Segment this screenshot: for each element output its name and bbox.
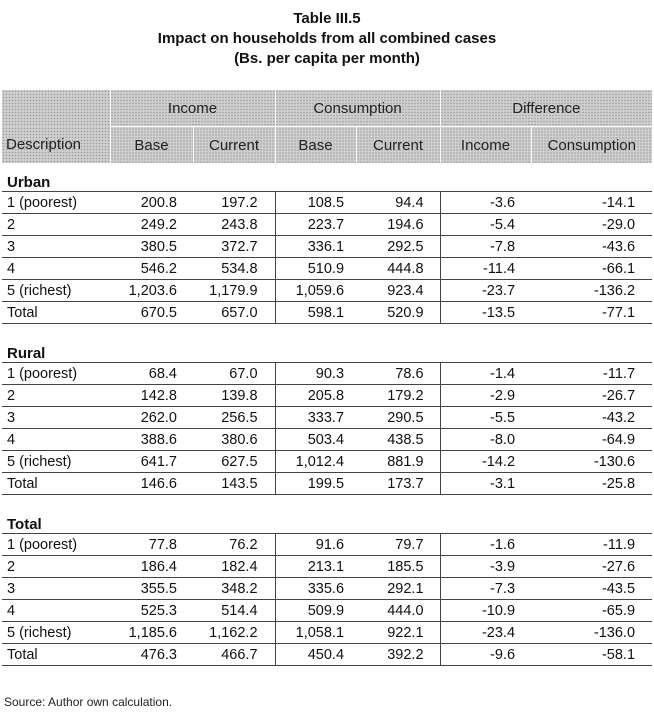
difference-consumption-cell: -77.1 — [531, 302, 652, 324]
difference-income-cell: -5.5 — [440, 407, 531, 429]
table-row — [2, 258, 652, 280]
difference-income-cell: -7.8 — [440, 236, 531, 258]
data-table — [2, 90, 652, 666]
row-label: Total — [2, 473, 110, 495]
spacer-cell — [2, 324, 652, 341]
consumption-base-cell: 333.7 — [275, 407, 356, 429]
consumption-current-cell: 520.9 — [356, 302, 440, 324]
difference-income-cell: -3.6 — [440, 192, 531, 214]
row-label: Total — [2, 302, 110, 324]
difference-consumption-cell: -11.7 — [531, 363, 652, 385]
consumption-base-cell: 510.9 — [275, 258, 356, 280]
difference-income-cell: -2.9 — [440, 385, 531, 407]
income-current-cell: 348.2 — [193, 578, 275, 600]
consumption-current-cell: 78.6 — [356, 363, 440, 385]
income-current-cell: 182.4 — [193, 556, 275, 578]
difference-consumption-cell: -64.9 — [531, 429, 652, 451]
difference-income-cell: -9.6 — [440, 644, 531, 666]
consumption-current-cell: 94.4 — [356, 192, 440, 214]
table-row — [2, 644, 652, 666]
consumption-base-cell: 1,059.6 — [275, 280, 356, 302]
difference-income-cell: -1.6 — [440, 534, 531, 556]
section-label: Total — [2, 511, 652, 534]
row-label: 2 — [2, 214, 110, 236]
row-label: 2 — [2, 556, 110, 578]
difference-income-cell: -3.9 — [440, 556, 531, 578]
table-row — [2, 600, 652, 622]
consumption-current-cell: 292.1 — [356, 578, 440, 600]
table-body — [2, 163, 652, 666]
difference-consumption-cell: -130.6 — [531, 451, 652, 473]
difference-consumption-cell: -27.6 — [531, 556, 652, 578]
row-label: 1 (poorest) — [2, 363, 110, 385]
difference-consumption-cell: -25.8 — [531, 473, 652, 495]
section-label: Urban — [2, 169, 652, 192]
consumption-base-cell: 509.9 — [275, 600, 356, 622]
row-label: 1 (poorest) — [2, 192, 110, 214]
header-blank — [2, 90, 110, 127]
table-row — [2, 302, 652, 324]
income-base-cell: 68.4 — [110, 363, 193, 385]
row-label: 5 (richest) — [2, 280, 110, 302]
difference-income-cell: -7.3 — [440, 578, 531, 600]
income-current-cell: 243.8 — [193, 214, 275, 236]
table-row — [2, 280, 652, 302]
header-difference-consumption: Consumption — [531, 127, 652, 164]
difference-consumption-cell: -14.1 — [531, 192, 652, 214]
difference-income-cell: -1.4 — [440, 363, 531, 385]
income-base-cell: 186.4 — [110, 556, 193, 578]
source-note: Source: Author own calculation. — [4, 695, 173, 709]
income-base-cell: 546.2 — [110, 258, 193, 280]
table-units: (Bs. per capita per month) — [234, 50, 420, 67]
income-base-cell: 200.8 — [110, 192, 193, 214]
difference-consumption-cell: -65.9 — [531, 600, 652, 622]
income-base-cell: 77.8 — [110, 534, 193, 556]
row-label: Total — [2, 644, 110, 666]
difference-income-cell: -13.5 — [440, 302, 531, 324]
header-group-difference: Difference — [440, 90, 652, 127]
difference-income-cell: -3.1 — [440, 473, 531, 495]
table-row — [2, 236, 652, 258]
income-current-cell: 466.7 — [193, 644, 275, 666]
table-row — [2, 534, 652, 556]
consumption-current-cell: 194.6 — [356, 214, 440, 236]
section-spacer — [2, 495, 652, 512]
income-base-cell: 525.3 — [110, 600, 193, 622]
consumption-base-cell: 223.7 — [275, 214, 356, 236]
income-current-cell: 657.0 — [193, 302, 275, 324]
difference-consumption-cell: -11.9 — [531, 534, 652, 556]
income-base-cell: 670.5 — [110, 302, 193, 324]
income-base-cell: 1,203.6 — [110, 280, 193, 302]
income-current-cell: 627.5 — [193, 451, 275, 473]
income-base-cell: 476.3 — [110, 644, 193, 666]
income-current-cell: 76.2 — [193, 534, 275, 556]
consumption-current-cell: 185.5 — [356, 556, 440, 578]
difference-consumption-cell: -136.0 — [531, 622, 652, 644]
income-current-cell: 1,162.2 — [193, 622, 275, 644]
income-current-cell: 67.0 — [193, 363, 275, 385]
table-row — [2, 622, 652, 644]
consumption-base-cell: 199.5 — [275, 473, 356, 495]
table-row — [2, 214, 652, 236]
income-current-cell: 372.7 — [193, 236, 275, 258]
consumption-current-cell: 438.5 — [356, 429, 440, 451]
difference-consumption-cell: -43.2 — [531, 407, 652, 429]
row-label: 4 — [2, 258, 110, 280]
table-row — [2, 192, 652, 214]
difference-income-cell: -14.2 — [440, 451, 531, 473]
consumption-base-cell: 91.6 — [275, 534, 356, 556]
difference-income-cell: -23.4 — [440, 622, 531, 644]
row-label: 2 — [2, 385, 110, 407]
table-subtitle: Impact on households from all combined cases — [157, 30, 497, 47]
row-label: 1 (poorest) — [2, 534, 110, 556]
spacer-cell — [2, 495, 652, 512]
consumption-current-cell: 923.4 — [356, 280, 440, 302]
table-row — [2, 451, 652, 473]
consumption-base-cell: 450.4 — [275, 644, 356, 666]
header-consumption-current: Current — [356, 127, 440, 164]
income-base-cell: 380.5 — [110, 236, 193, 258]
row-label: 5 (richest) — [2, 622, 110, 644]
section-header-row — [2, 340, 652, 363]
table-row — [2, 578, 652, 600]
header-consumption-base: Base — [275, 127, 356, 164]
consumption-current-cell: 392.2 — [356, 644, 440, 666]
row-label: 4 — [2, 429, 110, 451]
consumption-base-cell: 90.3 — [275, 363, 356, 385]
table-row — [2, 385, 652, 407]
income-base-cell: 1,185.6 — [110, 622, 193, 644]
difference-income-cell: -5.4 — [440, 214, 531, 236]
consumption-current-cell: 292.5 — [356, 236, 440, 258]
section-label: Rural — [2, 340, 652, 363]
income-current-cell: 380.6 — [193, 429, 275, 451]
difference-consumption-cell: -43.6 — [531, 236, 652, 258]
consumption-current-cell: 179.2 — [356, 385, 440, 407]
section-header-row — [2, 169, 652, 192]
row-label: 3 — [2, 407, 110, 429]
header-income-base: Base — [110, 127, 193, 164]
income-current-cell: 1,179.9 — [193, 280, 275, 302]
row-label: 4 — [2, 600, 110, 622]
income-base-cell: 641.7 — [110, 451, 193, 473]
income-base-cell: 142.8 — [110, 385, 193, 407]
consumption-current-cell: 922.1 — [356, 622, 440, 644]
row-label: 3 — [2, 236, 110, 258]
consumption-base-cell: 503.4 — [275, 429, 356, 451]
header-group-income: Income — [110, 90, 275, 127]
income-base-cell: 355.5 — [110, 578, 193, 600]
consumption-base-cell: 336.1 — [275, 236, 356, 258]
consumption-base-cell: 1,058.1 — [275, 622, 356, 644]
table-title: Table III.5 — [293, 10, 361, 27]
difference-consumption-cell: -29.0 — [531, 214, 652, 236]
difference-consumption-cell: -58.1 — [531, 644, 652, 666]
table-row — [2, 363, 652, 385]
consumption-current-cell: 79.7 — [356, 534, 440, 556]
income-current-cell: 256.5 — [193, 407, 275, 429]
income-current-cell: 534.8 — [193, 258, 275, 280]
difference-consumption-cell: -43.5 — [531, 578, 652, 600]
consumption-base-cell: 213.1 — [275, 556, 356, 578]
difference-consumption-cell: -66.1 — [531, 258, 652, 280]
income-base-cell: 262.0 — [110, 407, 193, 429]
consumption-current-cell: 173.7 — [356, 473, 440, 495]
consumption-current-cell: 444.0 — [356, 600, 440, 622]
header-income-current: Current — [193, 127, 275, 164]
section-header-row — [2, 511, 652, 534]
income-current-cell: 143.5 — [193, 473, 275, 495]
table-row — [2, 473, 652, 495]
income-base-cell: 249.2 — [110, 214, 193, 236]
difference-income-cell: -10.9 — [440, 600, 531, 622]
income-base-cell: 146.6 — [110, 473, 193, 495]
row-label: 5 (richest) — [2, 451, 110, 473]
header-difference-income: Income — [440, 127, 531, 164]
income-current-cell: 197.2 — [193, 192, 275, 214]
consumption-base-cell: 205.8 — [275, 385, 356, 407]
income-current-cell: 514.4 — [193, 600, 275, 622]
header-group-consumption: Consumption — [275, 90, 440, 127]
table-row — [2, 556, 652, 578]
header-description: Description — [2, 127, 110, 164]
difference-income-cell: -11.4 — [440, 258, 531, 280]
difference-consumption-cell: -136.2 — [531, 280, 652, 302]
difference-income-cell: -23.7 — [440, 280, 531, 302]
table-header — [2, 90, 652, 163]
table-row — [2, 407, 652, 429]
consumption-current-cell: 881.9 — [356, 451, 440, 473]
consumption-current-cell: 290.5 — [356, 407, 440, 429]
consumption-current-cell: 444.8 — [356, 258, 440, 280]
difference-income-cell: -8.0 — [440, 429, 531, 451]
difference-consumption-cell: -26.7 — [531, 385, 652, 407]
consumption-base-cell: 108.5 — [275, 192, 356, 214]
section-spacer — [2, 324, 652, 341]
income-base-cell: 388.6 — [110, 429, 193, 451]
consumption-base-cell: 598.1 — [275, 302, 356, 324]
row-label: 3 — [2, 578, 110, 600]
income-current-cell: 139.8 — [193, 385, 275, 407]
table-row — [2, 429, 652, 451]
consumption-base-cell: 1,012.4 — [275, 451, 356, 473]
consumption-base-cell: 335.6 — [275, 578, 356, 600]
